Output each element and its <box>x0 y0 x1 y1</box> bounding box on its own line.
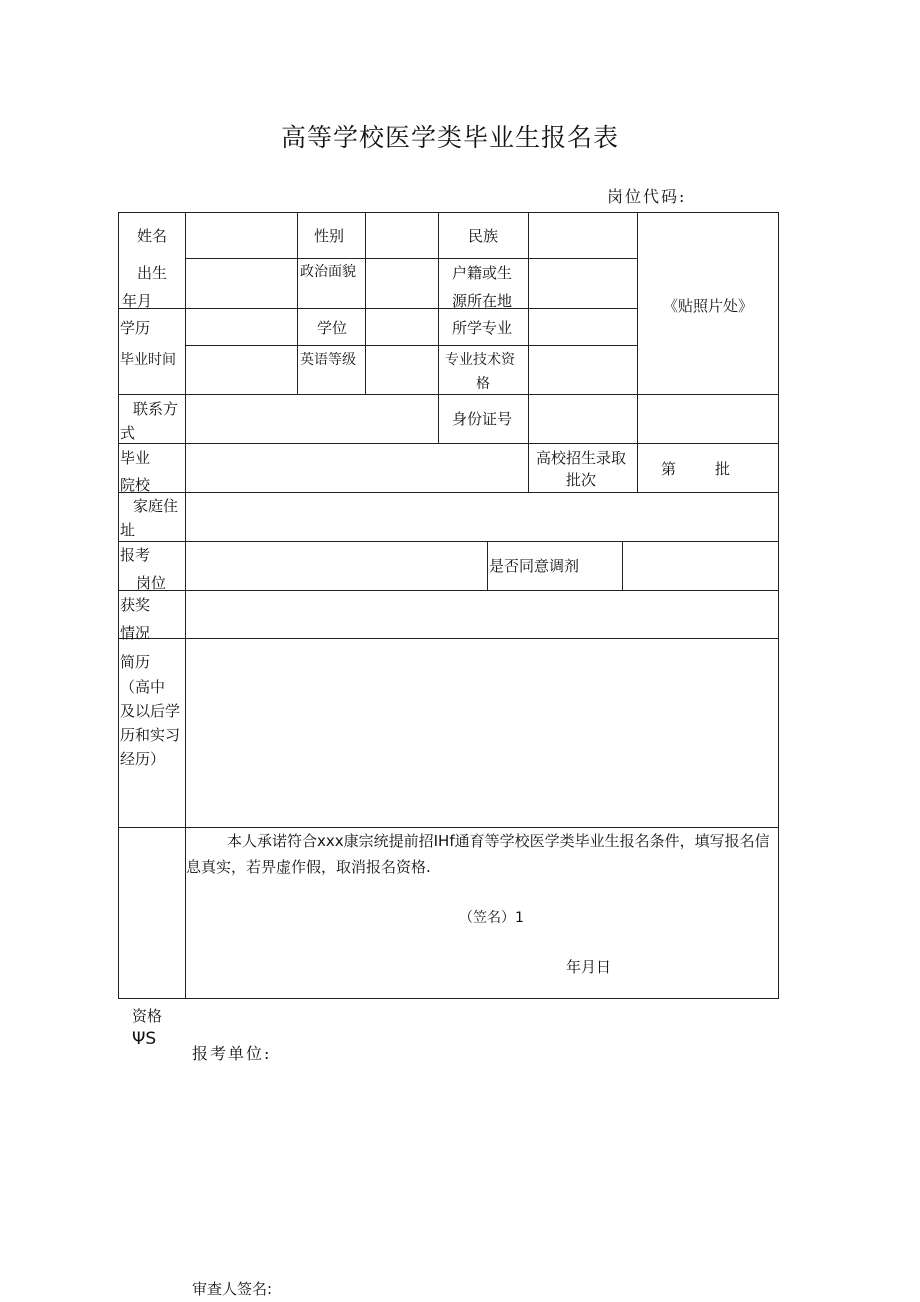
adjust-label: 是否同意调剂 <box>489 557 580 575</box>
political-status-label: 政治面貌 <box>300 264 356 280</box>
post-code-label: 岗位代码: <box>607 187 687 206</box>
apply-label-line2: 岗位 <box>136 574 167 592</box>
hukou-label-line1: 户籍或生 <box>452 264 513 282</box>
awards-label-line1: 获奖 <box>120 596 151 614</box>
unit-label: 报考单位: <box>192 1044 272 1063</box>
tech-qual-label-line1: 专业技术资 <box>445 352 515 368</box>
apply-label-line1: 报考 <box>120 546 151 564</box>
school-label-line2: 院校 <box>120 476 151 494</box>
qualification-label-line1: 资格 <box>132 1007 163 1025</box>
grad-time-label: 毕业时间 <box>120 352 176 368</box>
resume-label-line4: 历和实习 <box>120 726 181 744</box>
contact-label-line2: 式 <box>120 424 136 442</box>
qualification-label-line2: ΨS <box>132 1029 157 1049</box>
english-level-label: 英语等级 <box>300 352 356 368</box>
photo-placeholder: 《贴照片处》 <box>662 297 753 315</box>
resume-label-line1: 简历 <box>120 653 151 671</box>
signature-label: （笠名）1 <box>459 910 524 926</box>
education-label: 学历 <box>120 319 151 337</box>
batch-pi-label: 批 <box>715 460 731 478</box>
id-number-label: 身份证号 <box>452 410 513 428</box>
awards-label-line2: 情况 <box>120 624 151 642</box>
birth-label-line2: 年月 <box>122 292 153 310</box>
date-label: 年月日 <box>566 958 612 976</box>
major-label: 所学专业 <box>452 319 513 337</box>
address-label-line2: 址 <box>120 521 136 539</box>
resume-label-line2: （高中 <box>120 678 166 696</box>
resume-label-line3: 及以后学 <box>120 702 181 720</box>
name-label: 姓名 <box>137 227 168 245</box>
form-title: 高等学校医学类毕业生报名表 <box>280 123 619 152</box>
batch-di-label: 第 <box>661 460 677 478</box>
hukou-label-line2: 源所在地 <box>452 292 513 310</box>
admission-batch-label-line2: 批次 <box>566 471 597 489</box>
admission-batch-label-line1: 高校招生录取 <box>536 449 627 467</box>
contact-label-line1: 联系方 <box>133 400 179 418</box>
resume-label-line5: 经历） <box>120 750 166 768</box>
reviewer-signature-label: 审查人签名: <box>192 1280 273 1298</box>
degree-label: 学位 <box>317 319 348 337</box>
gender-label: 性别 <box>314 227 345 245</box>
address-label-line1: 家庭住 <box>133 497 179 515</box>
tech-qual-label-line2: 格 <box>476 376 490 392</box>
birth-label-line1: 出生 <box>137 264 168 282</box>
school-label-line1: 毕业 <box>120 449 151 467</box>
ethnicity-label: 民族 <box>468 227 499 245</box>
commitment-text: 本人承诺符合xxx康宗统提前招IHf通育等学校医学类毕业生报名条件，填写报名信息真实，若畀虚作假，取消报名资格. <box>186 832 770 876</box>
